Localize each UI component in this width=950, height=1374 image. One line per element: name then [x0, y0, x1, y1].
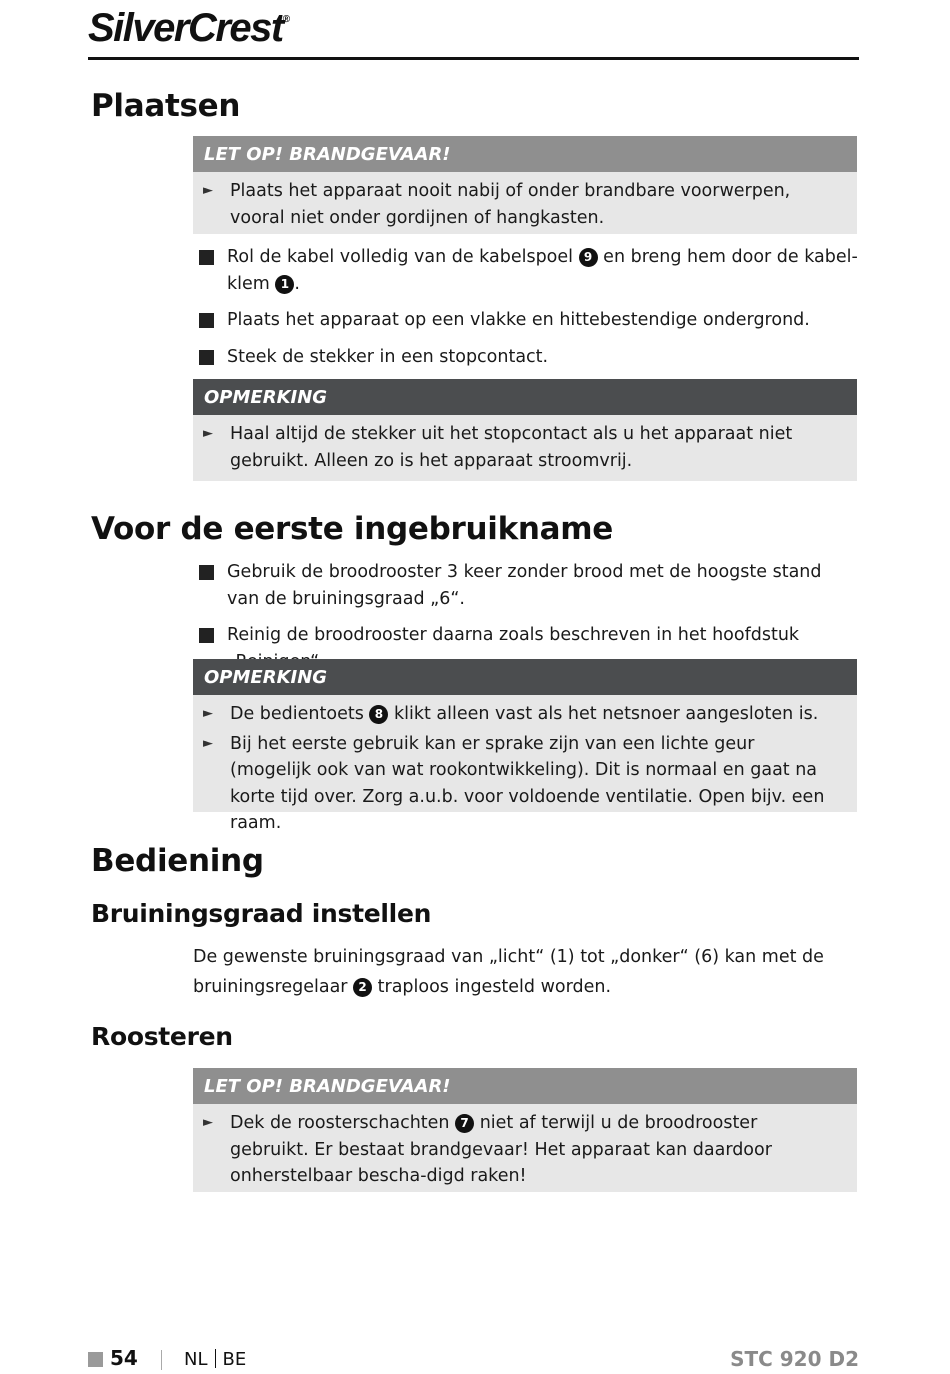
warning-box-plaatsen: [193, 136, 857, 234]
model-number: STC 920 D2: [730, 1347, 859, 1371]
warning-heading: LET OP! BRANDGEVAAR!: [193, 1068, 857, 1104]
bullet-list-plaatsen: [199, 244, 859, 380]
paragraph-bruiningsgraad: De gewenste bruiningsgraad van „licht“ (1) tot „donker“ (6) kan met de bruiningsregelaar 2 traploos ingesteld worden.: [193, 947, 824, 997]
footer-square-icon: [88, 1352, 103, 1367]
bullet-item: Reinig de broodrooster daarna zoals beschreven in het hoofdstuk: [199, 622, 859, 675]
note-item: ► De bedientoets 8 klikt alleen vast als het netsnoer aangesloten is.: [193, 701, 839, 728]
note-box-eerste: [193, 659, 857, 833]
warning-heading: LET OP! BRANDGEVAAR!: [193, 136, 857, 172]
note-box-plaatsen: [193, 379, 857, 481]
square-bullet-icon: [199, 350, 214, 365]
warning-item: ► Plaats het apparaat nooit nabij of onder brandbare voorwerpen, vooral niet onder gordijnen of hangkasten.: [193, 178, 839, 231]
heading-bruiningsgraad: Bruiningsgraad instellen: [91, 899, 432, 928]
page-number: 54: [110, 1346, 138, 1370]
language-divider: [215, 1349, 216, 1368]
bullet-item: Gebruik de broodrooster 3 keer zonder brood met de hoogste stand van de bruiningsgraad „6“.: [199, 559, 859, 612]
language-codes: NL BE: [184, 1349, 247, 1370]
note-item: ► Bij het eerste gebruik kan er sprake zijn van een lichte geur (mogelijk ook van wat rookontwikkeling). Dit is normaal en gaat na korte tijd over. Zorg a.u.b. voor voldoende ventilatie. Open bijv. een raam.: [193, 731, 839, 837]
number-badge: 8: [369, 705, 388, 724]
number-badge: 1: [275, 275, 294, 294]
heading-eerste-ingebruikname: Voor de eerste ingebruikname: [91, 511, 614, 547]
note-heading: OPMERKING: [193, 659, 857, 695]
square-bullet-icon: [199, 628, 214, 643]
arrow-icon: ►: [203, 706, 213, 721]
heading-bediening: Bediening: [91, 843, 264, 879]
heading-plaatsen: Plaatsen: [91, 88, 241, 124]
heading-roosteren: Roosteren: [91, 1022, 233, 1051]
arrow-icon: ►: [203, 1115, 213, 1130]
number-badge: 9: [579, 248, 598, 267]
arrow-icon: ►: [203, 735, 213, 751]
square-bullet-icon: [199, 565, 214, 580]
square-bullet-icon: [199, 250, 214, 265]
number-badge: 2: [353, 978, 372, 997]
arrow-icon: ►: [203, 183, 213, 198]
bullet-item: Plaats het apparaat op een vlakke en hittebestendige ondergrond.: [199, 307, 859, 334]
header-rule: [88, 57, 859, 60]
warning-item: ► Dek de roosterschachten 7 niet af terwijl u de broodrooster gebruikt. Er bestaat brandgevaar! Het apparaat kan daardoor onherstelbaar bescha-digd raken!: [193, 1110, 839, 1190]
arrow-icon: ►: [203, 426, 213, 441]
note-item: ► Haal altijd de stekker uit het stopcontact als u het apparaat niet gebruikt. Alleen zo is het apparaat stroomvrij.: [193, 421, 839, 474]
square-bullet-icon: [199, 313, 214, 328]
number-badge: 7: [455, 1114, 474, 1133]
footer-divider: [161, 1350, 162, 1370]
bullet-item: Rol de kabel volledig van de kabelspoel 9 en breng hem door de kabel-klem 1 .: [199, 244, 859, 297]
brand-logo: SilverCrest®: [88, 6, 291, 50]
warning-box-roosteren: [193, 1068, 857, 1192]
bullet-item: Steek de stekker in een stopcontact.: [199, 344, 859, 371]
note-heading: OPMERKING: [193, 379, 857, 415]
